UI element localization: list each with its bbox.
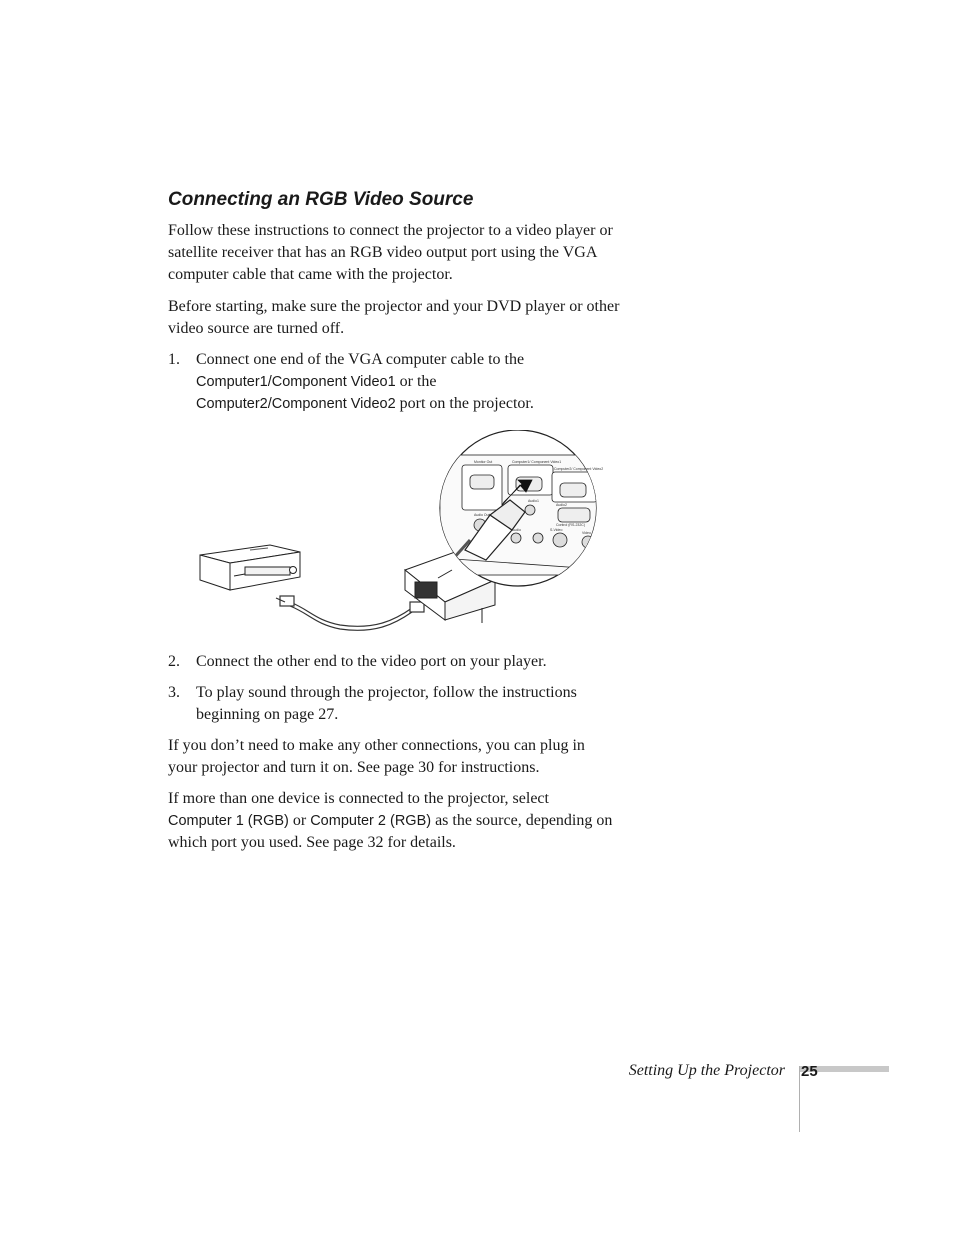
paragraph-text: or <box>292 812 307 829</box>
figure-label: Computer1/ Component Video1 <box>512 460 562 464</box>
plug-in-paragraph: If you don’t need to make any other connections, you can plug in your projector and turn it on. See page 30 for instructions. <box>168 737 585 776</box>
step-text: Connect the other end to the video port on your player. <box>196 653 547 670</box>
step-number: 2. <box>168 653 180 670</box>
figure-label: Computer2/ Component Video2 <box>554 467 604 471</box>
figure-label: Audio <box>512 528 521 532</box>
figure-label: Control (RS-232C) <box>556 523 585 527</box>
source-label: Computer 1 (RGB) <box>168 813 289 829</box>
paragraph-text: If more than one device is connected to the projector, select <box>168 790 549 807</box>
port-label: Computer1/Component Video1 <box>196 374 396 390</box>
connection-illustration <box>190 430 610 635</box>
step-number: 1. <box>168 351 180 368</box>
paragraph-text: as the source, depending on which port you used. See page 32 for details. <box>168 812 613 851</box>
source-label: Computer 2 (RGB) <box>310 813 432 829</box>
figure-label: Audio Out <box>474 513 490 517</box>
select-source-paragraph <box>168 788 638 854</box>
step-text: To play sound through the projector, follow the instructions beginning on page 27. <box>196 684 577 723</box>
figure-label: Audio1 <box>528 499 539 503</box>
step-text-part: Connect one end of the VGA computer cable to the <box>196 351 525 368</box>
page-number: 25 <box>801 1063 818 1080</box>
port-closeup-illustration <box>438 430 610 586</box>
video-player-illustration <box>200 545 300 590</box>
figure-label: S-Video <box>550 528 563 532</box>
step-text-part: or the <box>399 373 437 390</box>
step-2 <box>168 651 638 673</box>
footer-chapter-title: Setting Up the Projector <box>628 1062 785 1079</box>
step-3 <box>168 682 638 726</box>
step-text-part: port on the projector. <box>399 395 534 412</box>
figure-label: Audio2 <box>556 503 567 507</box>
figure-label: Monitor Out <box>474 460 493 464</box>
before-paragraph: Before starting, make sure the projector and your DVD player or other video source are turned off. <box>168 298 620 337</box>
intro-paragraph: Follow these instructions to connect the projector to a video player or satellite receiver that has an RGB video output port using the VGA computer cable that came with the projector. <box>168 222 613 283</box>
vga-cable-illustration <box>276 596 424 630</box>
figure-label: Video <box>582 531 591 535</box>
step-1 <box>168 349 638 415</box>
step-text <box>196 349 636 415</box>
section-title: Connecting an RGB Video Source <box>168 189 474 210</box>
step-number: 3. <box>168 684 180 701</box>
port-label: Computer2/Component Video2 <box>196 396 396 412</box>
footer-divider <box>799 1066 800 1132</box>
